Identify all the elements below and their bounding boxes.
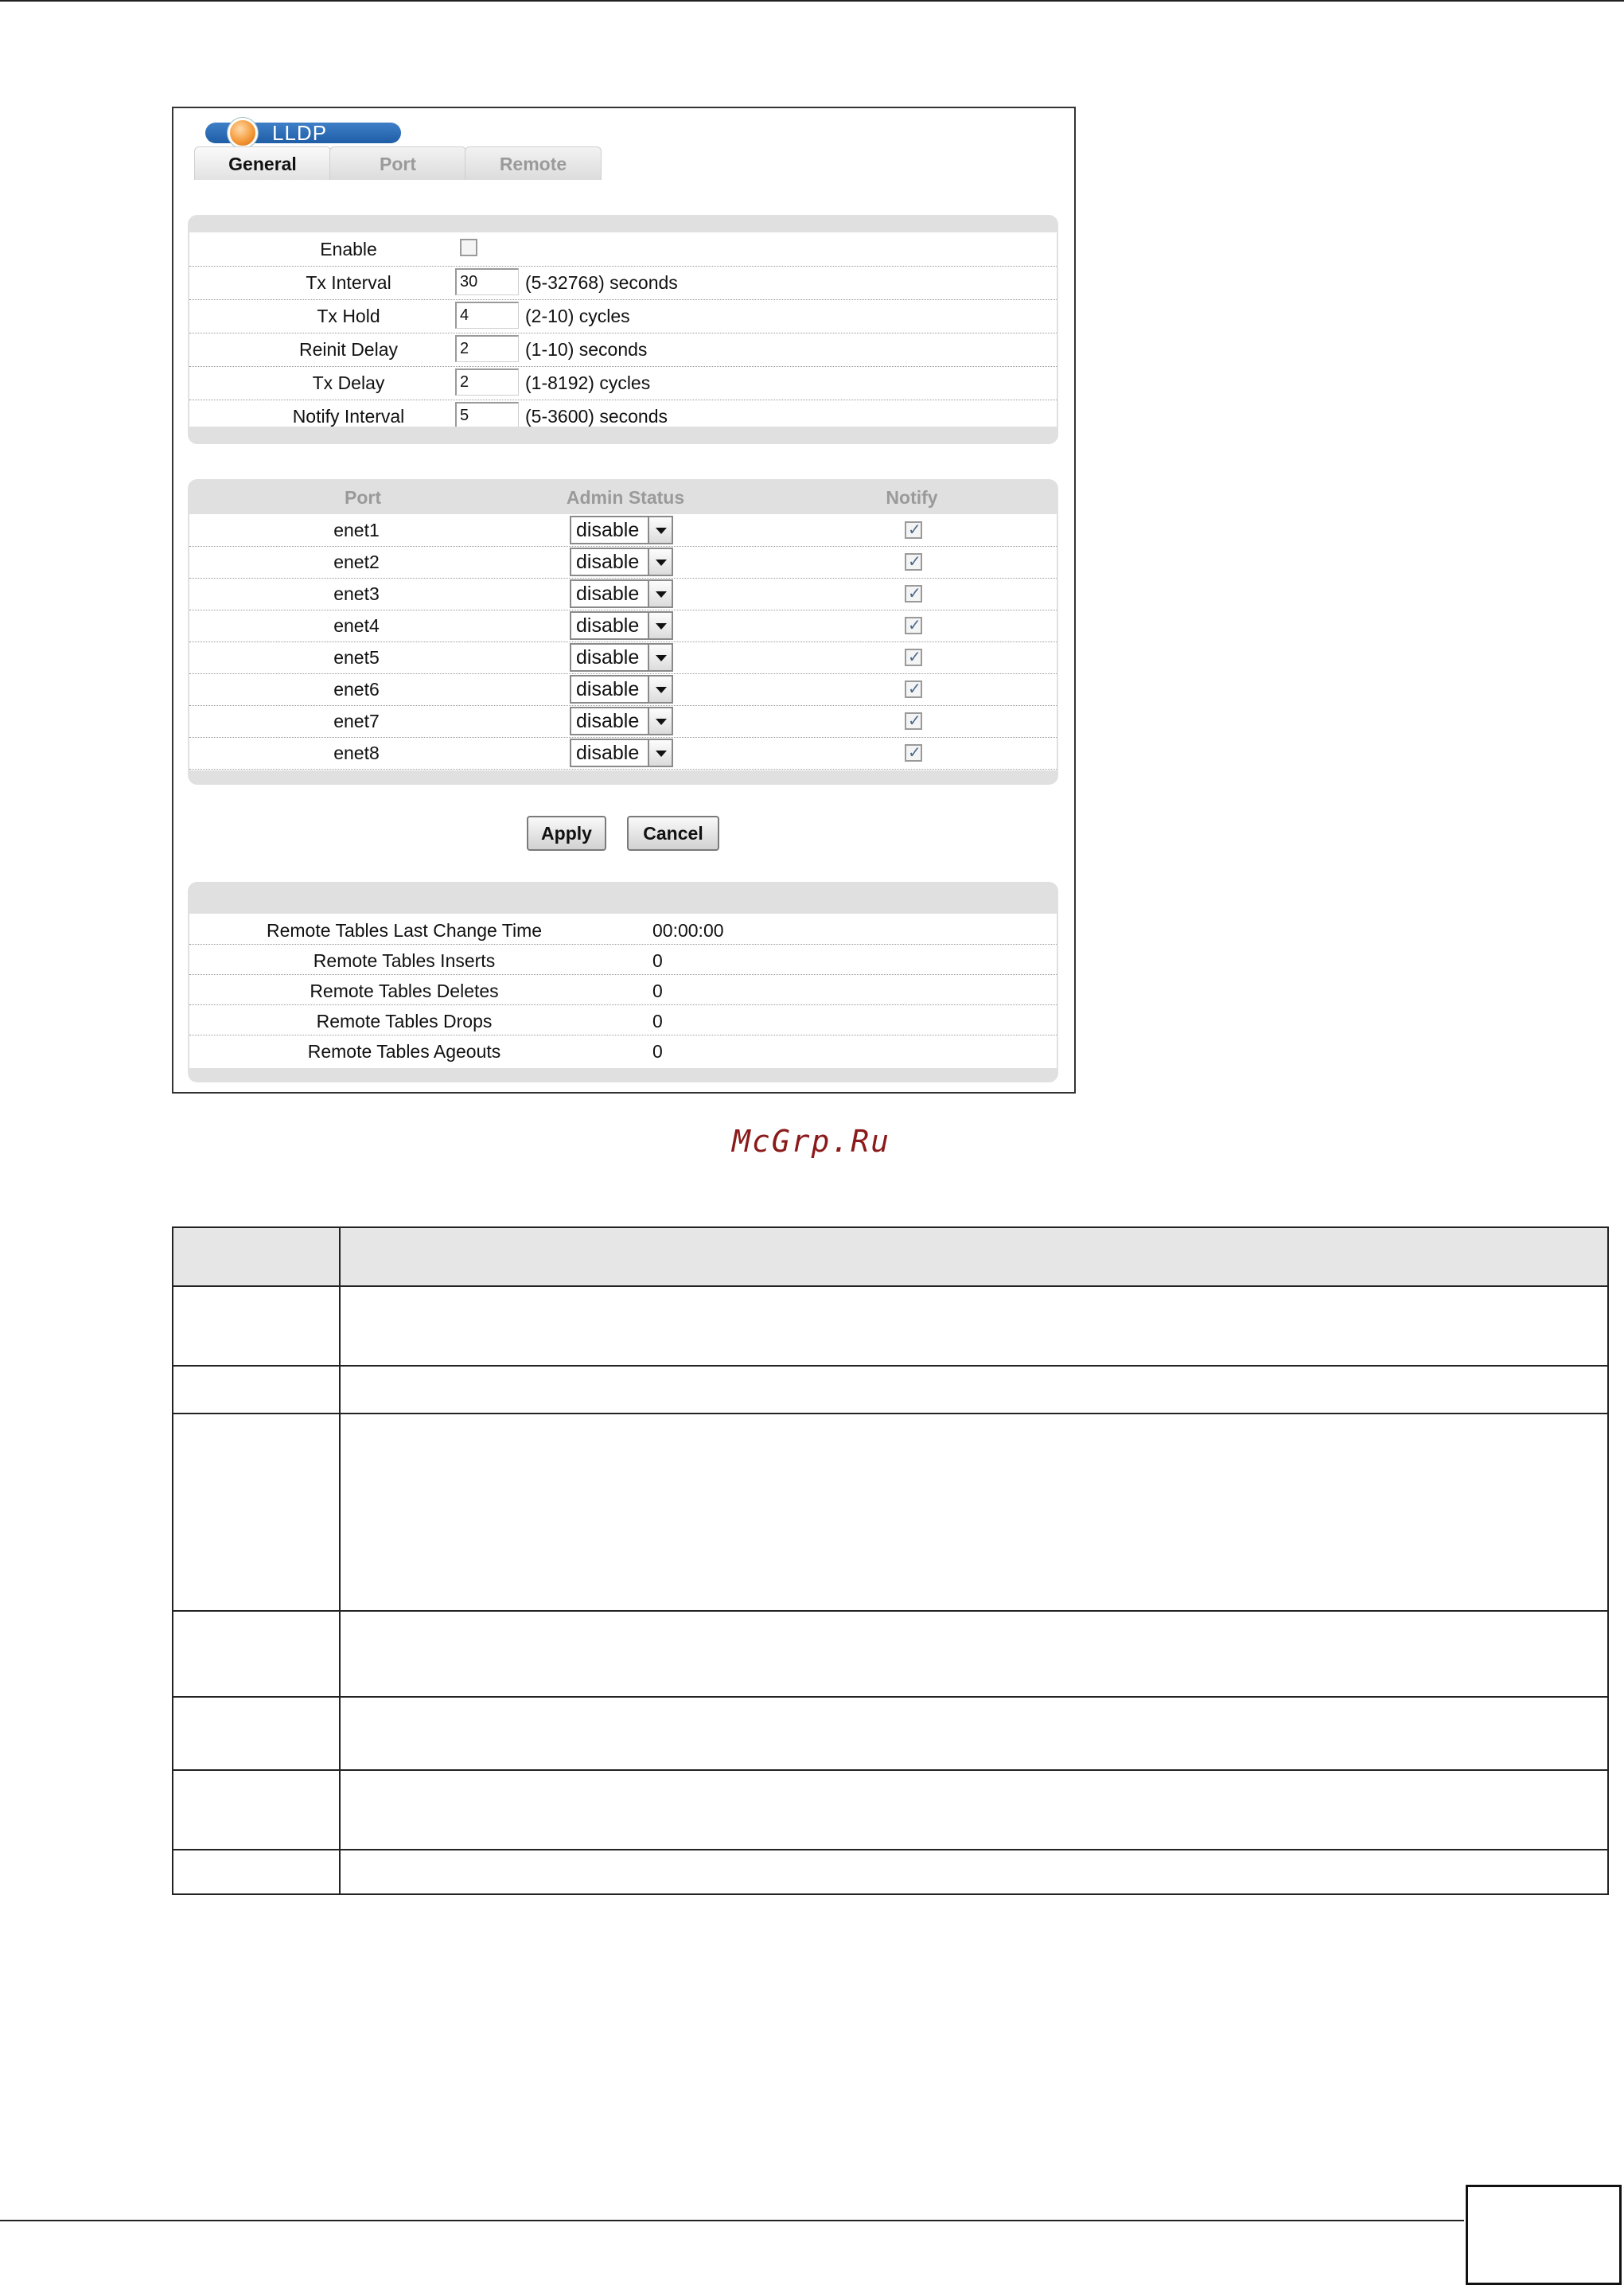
watermark: McGrp.Ru <box>732 1124 891 1159</box>
admin-status-select[interactable] <box>570 548 673 576</box>
port-row <box>189 673 1057 706</box>
port-name: enet3 <box>333 583 380 604</box>
admin-status-select[interactable] <box>570 707 673 735</box>
notify-checkbox[interactable] <box>905 649 922 666</box>
port-name: enet2 <box>333 552 380 572</box>
remote-stats-panel <box>188 914 1058 1070</box>
remote-stat-row <box>189 944 1057 975</box>
tx-interval-input[interactable]: 30 <box>455 268 519 295</box>
tab-general[interactable] <box>194 146 331 180</box>
notify-checkbox[interactable] <box>905 585 922 602</box>
tab-remote[interactable] <box>465 146 602 180</box>
table-row <box>173 1285 1607 1365</box>
general-panel-top <box>188 215 1058 232</box>
remote-stat-label: Remote Tables Ageouts <box>307 1041 501 1062</box>
top-rule <box>0 0 1624 2</box>
remote-stat-row <box>189 1004 1057 1035</box>
admin-status-select[interactable] <box>570 579 673 608</box>
tx-delay-row <box>189 366 1057 400</box>
notify-interval-label: Notify Interval <box>292 406 405 427</box>
port-row <box>189 514 1057 547</box>
table-row <box>173 1769 1607 1849</box>
reinit-delay-row <box>189 333 1057 367</box>
notify-checkbox[interactable] <box>905 553 922 571</box>
admin-status-value: disable <box>576 710 640 732</box>
general-settings-panel <box>188 232 1058 427</box>
admin-status-value: disable <box>576 614 640 637</box>
tx-interval-hint: (5-32768) seconds <box>525 272 678 293</box>
reinit-delay-label: Reinit Delay <box>299 339 398 360</box>
tx-hold-row <box>189 299 1057 333</box>
chevron-down-icon[interactable] <box>648 677 672 702</box>
ports-header-notify: Notify <box>886 487 938 508</box>
table-column-divider <box>339 1228 341 1893</box>
apply-button[interactable]: Apply <box>527 816 606 851</box>
remote-stat-row <box>189 914 1057 945</box>
enable-row <box>189 232 1057 267</box>
admin-status-value: disable <box>576 678 640 700</box>
remote-stats-header-band <box>188 882 1058 914</box>
admin-status-value: disable <box>576 551 640 573</box>
port-row <box>189 546 1057 579</box>
chevron-down-icon[interactable] <box>648 549 672 575</box>
bottom-rule <box>0 2220 1464 2221</box>
admin-status-value: disable <box>576 583 640 605</box>
remote-stat-label: Remote Tables Drops <box>316 1011 493 1031</box>
admin-status-select[interactable] <box>570 611 673 640</box>
port-name: enet6 <box>333 679 380 700</box>
admin-status-select[interactable] <box>570 739 673 767</box>
tx-hold-input[interactable]: 4 <box>455 302 519 329</box>
port-row <box>189 641 1057 674</box>
enable-label: Enable <box>320 239 377 259</box>
admin-status-value: disable <box>576 646 640 669</box>
tx-hold-label: Tx Hold <box>317 306 380 326</box>
port-name: enet7 <box>333 711 380 731</box>
remote-stat-row <box>189 1035 1057 1065</box>
port-row <box>189 578 1057 610</box>
admin-status-value: disable <box>576 519 640 541</box>
table-row <box>173 1610 1607 1696</box>
remote-stat-label: Remote Tables Deletes <box>310 981 499 1001</box>
general-panel-bottom <box>188 427 1058 444</box>
ports-header-band <box>188 479 1058 514</box>
chevron-down-icon[interactable] <box>648 613 672 638</box>
reinit-delay-input[interactable]: 2 <box>455 335 519 362</box>
port-name: enet8 <box>333 743 380 763</box>
lldp-orb-icon <box>228 118 258 148</box>
admin-status-select[interactable] <box>570 516 673 544</box>
notify-checkbox[interactable] <box>905 521 922 539</box>
tx-hold-hint: (2-10) cycles <box>525 306 630 326</box>
table-row <box>173 1413 1607 1610</box>
tab-general-label: General <box>228 154 297 174</box>
ports-header-admin-status: Admin Status <box>566 487 685 508</box>
notify-interval-hint: (5-3600) seconds <box>525 406 668 427</box>
tx-delay-label: Tx Delay <box>312 372 385 393</box>
remote-stat-label: Remote Tables Inserts <box>313 950 496 971</box>
port-name: enet4 <box>333 615 380 636</box>
port-name: enet1 <box>333 520 380 540</box>
table-row <box>173 1849 1607 1893</box>
chevron-down-icon[interactable] <box>648 740 672 766</box>
remote-stat-value: 00:00:00 <box>652 920 724 941</box>
ports-header-port: Port <box>345 487 381 508</box>
ports-panel-bottom <box>188 770 1058 785</box>
notify-checkbox[interactable] <box>905 680 922 698</box>
tx-delay-hint: (1-8192) cycles <box>525 372 651 393</box>
remote-stat-value: 0 <box>652 950 663 971</box>
reinit-delay-hint: (1-10) seconds <box>525 339 648 360</box>
admin-status-select[interactable] <box>570 643 673 672</box>
remote-stat-row <box>189 974 1057 1005</box>
chevron-down-icon[interactable] <box>648 708 672 734</box>
enable-checkbox[interactable] <box>460 239 477 256</box>
notify-interval-input[interactable]: 5 <box>455 402 519 429</box>
port-name: enet5 <box>333 647 380 668</box>
tab-port[interactable] <box>329 146 466 180</box>
ports-panel <box>188 514 1058 770</box>
notify-checkbox[interactable] <box>905 617 922 634</box>
port-row <box>189 610 1057 642</box>
notify-checkbox[interactable] <box>905 712 922 730</box>
tx-delay-input[interactable]: 2 <box>455 369 519 396</box>
chevron-down-icon[interactable] <box>648 517 672 543</box>
admin-status-value: disable <box>576 742 640 764</box>
remote-stat-value: 0 <box>652 1011 663 1031</box>
tab-port-label: Port <box>380 154 416 174</box>
chevron-down-icon[interactable] <box>648 581 672 606</box>
cancel-button[interactable]: Cancel <box>627 816 719 851</box>
notify-checkbox[interactable] <box>905 744 922 762</box>
chevron-down-icon[interactable] <box>648 645 672 670</box>
table-row <box>173 1696 1607 1769</box>
admin-status-select[interactable] <box>570 675 673 704</box>
remote-stats-panel-bottom <box>188 1068 1058 1082</box>
remote-stat-value: 0 <box>652 981 663 1001</box>
port-row <box>189 737 1057 770</box>
tx-interval-label: Tx Interval <box>306 272 391 293</box>
page-number-box <box>1466 2185 1622 2285</box>
remote-stat-label: Remote Tables Last Change Time <box>266 920 543 941</box>
tab-remote-label: Remote <box>499 154 567 174</box>
table-header-row <box>173 1228 1607 1285</box>
description-table <box>172 1226 1609 1895</box>
tx-interval-row <box>189 266 1057 300</box>
table-row <box>173 1365 1607 1413</box>
port-row <box>189 705 1057 738</box>
remote-stat-value: 0 <box>652 1041 663 1062</box>
lldp-title: LLDP <box>272 121 328 145</box>
